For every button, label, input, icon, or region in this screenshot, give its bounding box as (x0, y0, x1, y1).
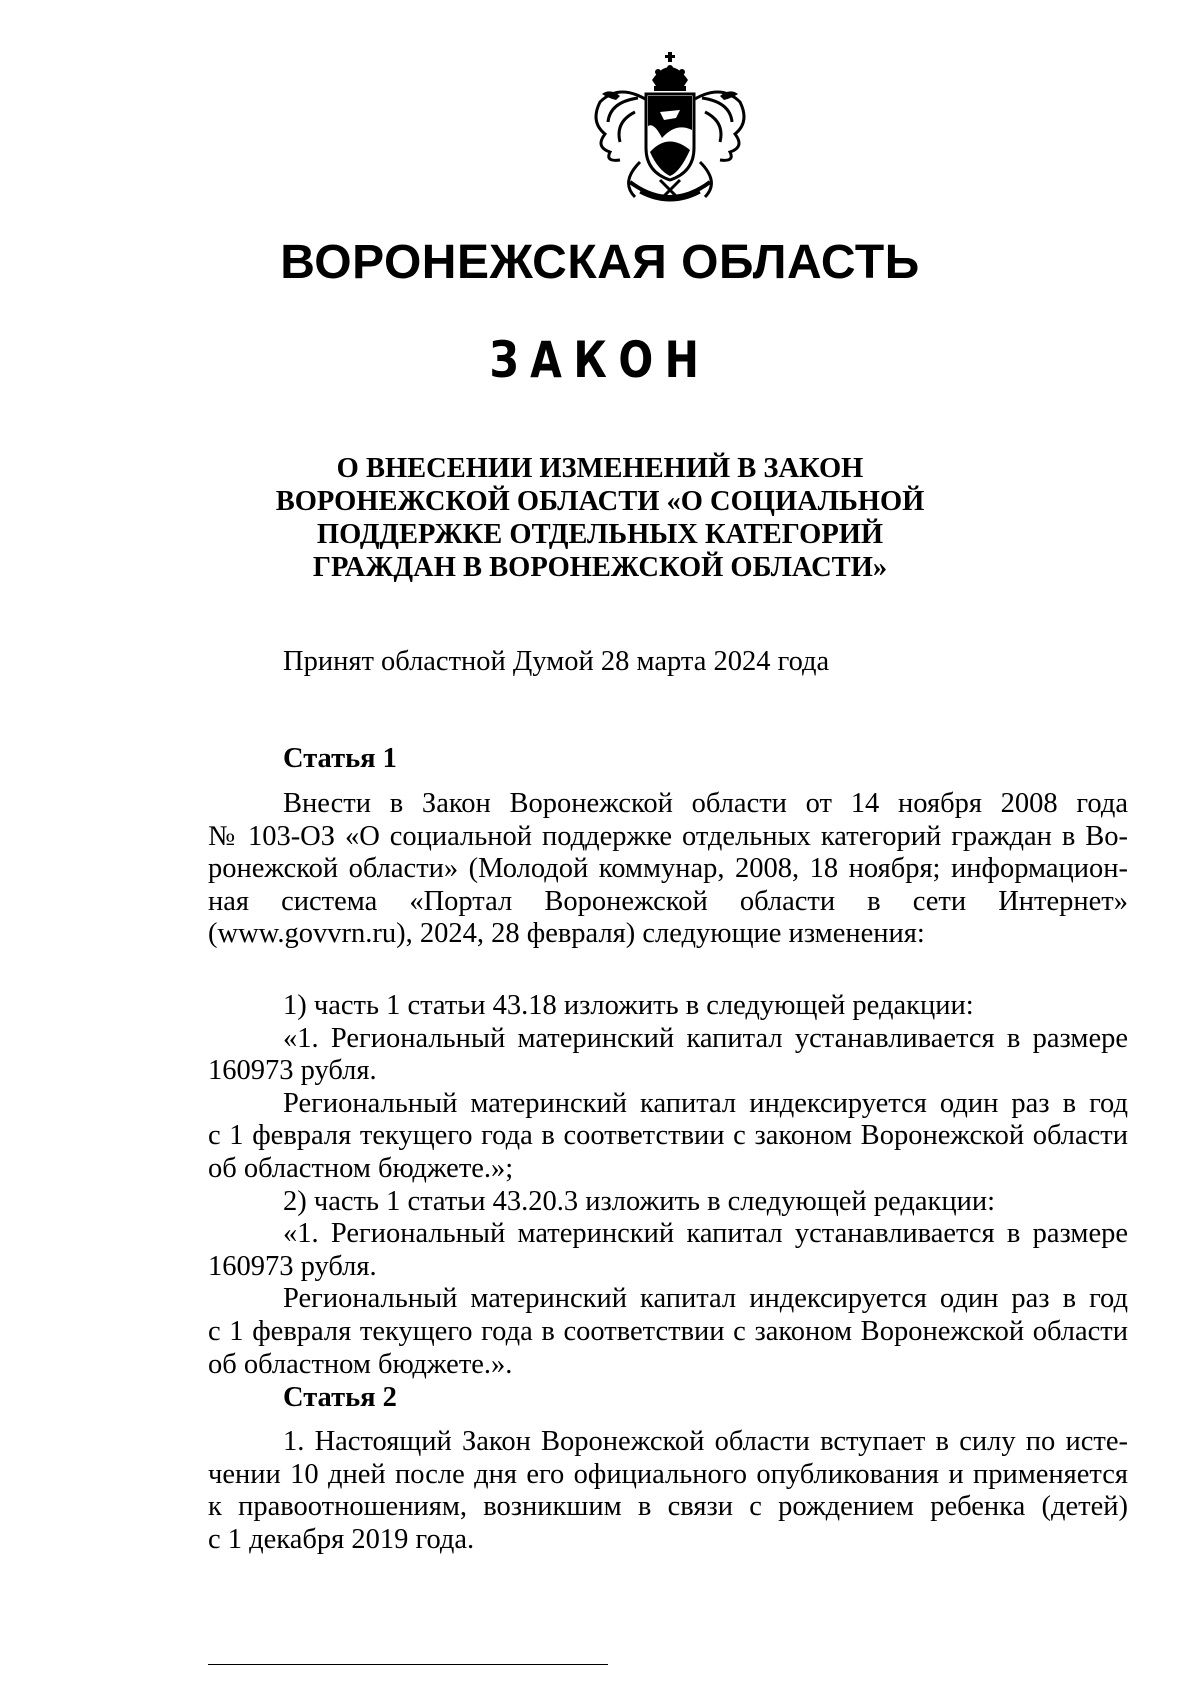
article-2-text (208, 1426, 1128, 1556)
text-line: с 1 декабря 2019 года. (208, 1523, 475, 1555)
article-1-changes (208, 990, 1128, 1381)
heading-line: ВОРОНЕЖСКОЙ ОБЛАСТИ «О СОЦИАЛЬНОЙ (275, 486, 925, 517)
text-line: 1. Настоящий Закон Воронежской области вступает в силу по исте- (283, 1426, 1128, 1457)
heading-line: О ВНЕСЕНИИ ИЗМЕНЕНИЙ В ЗАКОН (336, 453, 864, 484)
region-title: ВОРОНЕЖСКАЯ ОБЛАСТЬ (280, 236, 920, 289)
law-heading (0, 452, 1200, 584)
text-line: Региональный материнский капитал индексируется один раз в год (283, 1087, 1128, 1119)
heading-line: ПОДДЕРЖКЕ ОТДЕЛЬНЫХ КАТЕГОРИЙ (316, 519, 884, 550)
text-line: ронежской области» (Молодой коммунар, 2008, 18 ноября; информацион- (208, 853, 1128, 885)
text-line: № 103-ОЗ «О социальной поддержке отдельных категорий граждан в Во- (208, 820, 1128, 852)
text-line: чении 10 дней после дня его официального опубликования и применяется (208, 1458, 1128, 1490)
footer-divider (208, 1664, 608, 1665)
text-line: с 1 февраля текущего года в соответствии с законом Воронежской области (208, 1315, 1128, 1347)
coat-of-arms-emblem (580, 52, 760, 212)
text-line: 2) часть 1 статьи 43.20.3 изложить в следующей редакции: (283, 1185, 995, 1217)
text-line: 160973 рубля. (208, 1055, 377, 1087)
text-line: 1) часть 1 статьи 43.18 изложить в следующей редакции: (283, 990, 974, 1021)
text-line: «1. Региональный материнский капитал устанавливается в размере (283, 1218, 1128, 1250)
text-line: с 1 февраля текущего года в соответствии с законом Воронежской области (208, 1120, 1128, 1152)
heading-line: ГРАЖДАН В ВОРОНЕЖСКОЙ ОБЛАСТИ» (312, 552, 888, 583)
text-line: Внести в Закон Воронежской области от 14 ноября 2008 года (283, 788, 1128, 819)
text-line: к правоотношениям, возникшим в связи с рождением ребенка (детей) (208, 1491, 1128, 1523)
article-1-intro (208, 788, 1128, 951)
article-2-title: Статья 2 (283, 1382, 397, 1413)
text-line: об областном бюджете.»; (208, 1152, 514, 1184)
article-1-title: Статья 1 (283, 743, 397, 774)
law-title: ЗАКОН (489, 331, 711, 389)
text-line: об областном бюджете.». (208, 1348, 513, 1380)
text-line: Региональный материнский капитал индексируется один раз в год (283, 1283, 1128, 1315)
text-line: 160973 рубля. (208, 1250, 377, 1282)
text-line: ная система «Портал Воронежской области в сети Интернет» (208, 885, 1128, 917)
text-line: (www.govvrn.ru), 2024, 28 февраля) следующие изменения: (208, 918, 925, 950)
text-line: «1. Региональный материнский капитал устанавливается в размере (283, 1022, 1128, 1054)
adoption-note: Принят областной Думой 28 марта 2024 года (283, 646, 830, 677)
